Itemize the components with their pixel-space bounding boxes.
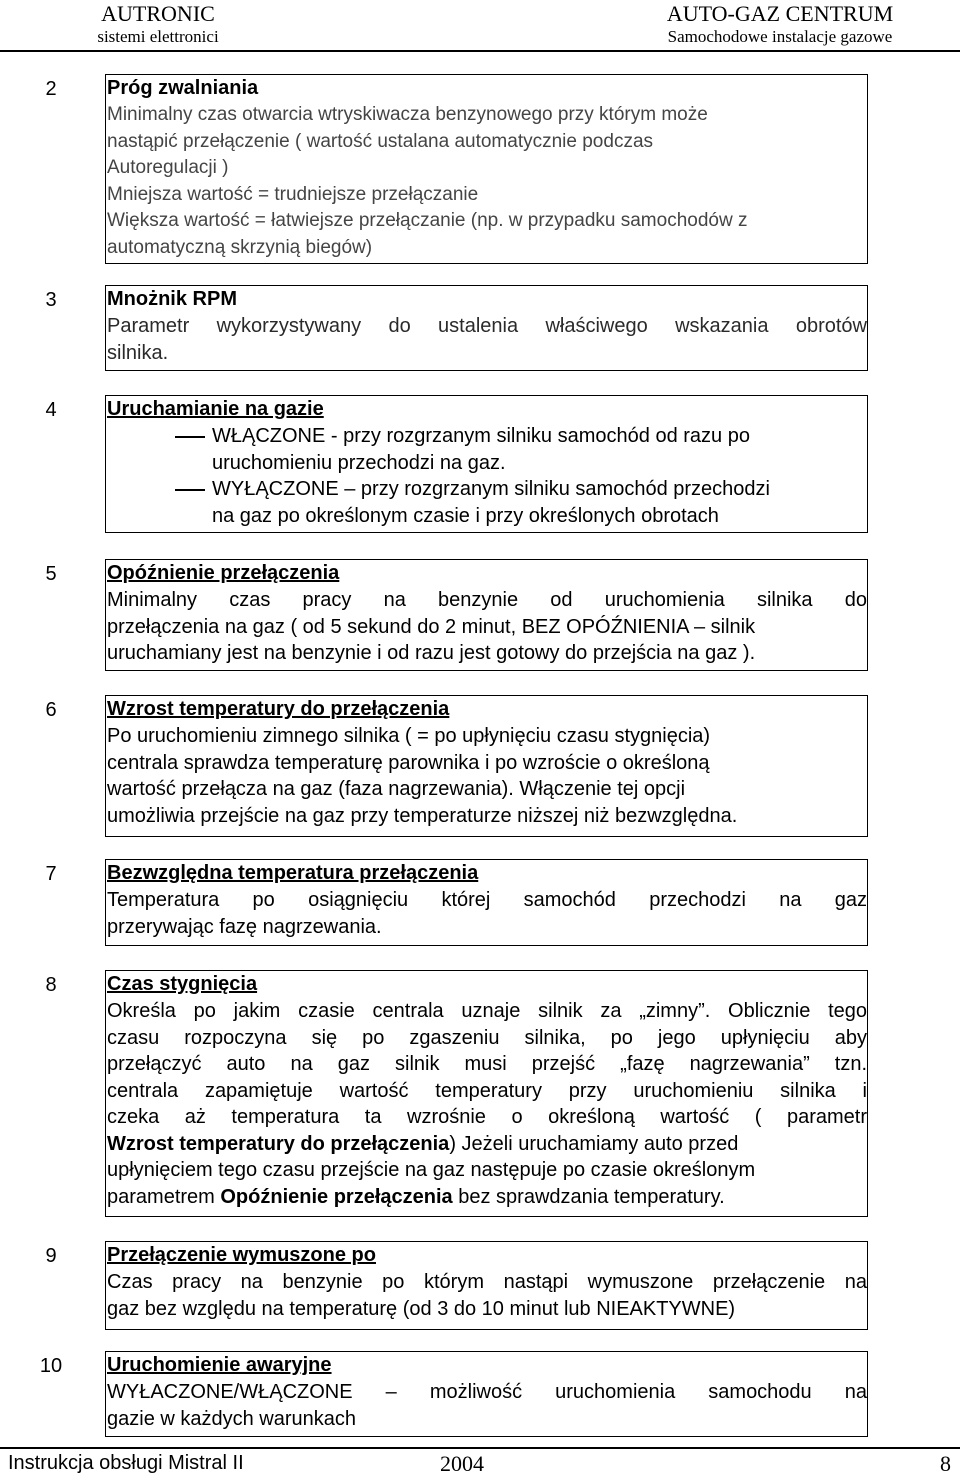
- item-line: WYŁĄCZONE – przy rozgrzanym silniku samochód przechodzi: [107, 476, 867, 503]
- item-line: przełączenia na gaz ( od 5 sekund do 2 minut, BEZ OPÓŹNIENIA – silnik: [107, 615, 756, 638]
- item-line: automatyczną skrzynią biegów): [107, 236, 373, 258]
- footer-document-title: Instrukcja obsługi Mistral II: [8, 1452, 244, 1474]
- item-line: przerywając fazę nagrzewania.: [107, 915, 382, 938]
- item-line: uruchomieniu przechodzi na gaz.: [212, 451, 506, 474]
- footer-year: 2004: [440, 1451, 484, 1476]
- item-line: wartość przełącza na gaz (faza nagrzewania). Włączenie tej opcji: [107, 778, 686, 800]
- item-title: Czas stygnięcia: [107, 973, 258, 995]
- item-box: [105, 74, 868, 264]
- item-line: WŁĄCZONE - przy rozgrzanym silniku samochód od razu po: [107, 423, 867, 450]
- item-line: upłynięciem tego czasu przejście na gaz następuje po czasie określonym: [107, 1159, 756, 1181]
- item-box: [105, 859, 868, 946]
- item-line: czasu rozpoczyna się po zgaszeniu silnika, po jego upłynięciu aby: [107, 1026, 867, 1049]
- item-line: Minimalny czas pracy na benzynie od uruchomienia silnika do: [107, 589, 867, 611]
- item-title: Mnożnik RPM: [107, 288, 237, 310]
- item-box: [105, 285, 868, 371]
- page-number: 8: [940, 1451, 951, 1476]
- item-number: 6: [45, 699, 57, 721]
- item-line: Określa po jakim czasie centrala uznaje silnik za „zimny”. Oblicznie tego: [107, 1000, 867, 1022]
- item-number: 2: [45, 78, 57, 100]
- item-box: [105, 1351, 868, 1437]
- item-box: [105, 695, 868, 837]
- item-line: Autoregulacji ): [107, 157, 229, 178]
- item-line: uruchamiany jest na benzynie i od razu jest gotowy do przejścia na gaz ).: [107, 642, 756, 664]
- item-line: gaz bez względu na temperaturę (od 3 do 10 minut lub NIEAKTYWNE): [107, 1297, 736, 1320]
- item-line: na gaz po określonym czasie i przy określonych obrotach: [212, 504, 719, 527]
- item-box: [105, 1241, 868, 1330]
- page-footer: [0, 1447, 960, 1476]
- page-header: [0, 0, 960, 52]
- item-line: parametrem Opóźnienie przełączenia bez sprawdzania temperatury.: [107, 1185, 725, 1208]
- company-subtitle-left: sistemi elettronici: [97, 27, 219, 46]
- item-box: [105, 395, 868, 533]
- item-line: przełączyć auto na gaz silnik musi przejść „fazę nagrzewania” tzn.: [107, 1053, 867, 1075]
- item-number: 3: [45, 289, 57, 311]
- item-number: 5: [45, 563, 57, 585]
- item-line: czeka aż temperatura ta wzrośnie o określoną wartość ( parametr: [107, 1106, 867, 1128]
- item-line: Czas pracy na benzynie po którym nastąpi wymuszone przełączenie na: [107, 1271, 867, 1293]
- item-title: Próg zwalniania: [107, 77, 259, 99]
- company-name-right: AUTO-GAZ CENTRUM: [666, 1, 894, 26]
- item-line: umożliwia przejście na gaz przy temperaturze niższej niż bezwzględna.: [107, 804, 738, 827]
- item-number: 10: [39, 1355, 63, 1377]
- item-box: [105, 970, 868, 1217]
- item-line: centrala sprawdza temperaturę parownika i po wzroście o określoną: [107, 751, 710, 774]
- item-title: Przełączenie wymuszone po: [107, 1244, 376, 1266]
- dash-bullet: [175, 489, 205, 491]
- bold-reference: Wzrost temperatury do przełączenia: [107, 1132, 450, 1155]
- item-title: Wzrost temperatury do przełączenia: [107, 698, 450, 720]
- dash-bullet: [175, 436, 205, 438]
- item-line: silnika.: [107, 341, 169, 364]
- header-left: [78, 2, 238, 48]
- item-line: Minimalny czas otwarcia wtryskiwacza benzynowego przy którym może: [107, 104, 708, 125]
- item-box: [105, 559, 868, 671]
- item-line: WYŁACZONE/WŁĄCZONE – możliwość uruchomienia samochodu na: [107, 1381, 867, 1403]
- item-line: Temperatura po osiągnięciu której samochód przechodzi na gaz: [107, 889, 867, 911]
- item-line: Po uruchomieniu zimnego silnika ( = po upłynięciu czasu stygnięcia): [107, 725, 711, 747]
- item-line: nastąpić przełączenie ( wartość ustalana automatycznie podczas: [107, 130, 654, 152]
- bold-reference: Opóźnienie przełączenia: [220, 1185, 453, 1208]
- item-title: Uruchamianie na gazie: [107, 398, 324, 420]
- company-name-left: AUTRONIC: [101, 1, 215, 26]
- company-subtitle-right: Samochodowe instalacje gazowe: [667, 27, 893, 46]
- item-title: Uruchomienie awaryjne: [107, 1354, 332, 1376]
- item-line: centrala zapamiętuje wartość temperatury przy uruchomieniu silnika i: [107, 1079, 867, 1102]
- item-line: Mniejsza wartość = trudniejsze przełączanie: [107, 183, 479, 205]
- item-number: 8: [45, 974, 57, 996]
- item-number: 7: [45, 863, 57, 885]
- item-title: Bezwzględna temperatura przełączenia: [107, 862, 479, 884]
- item-line: Większa wartość = łatwiejsze przełączanie (np. w przypadku samochodów z: [107, 210, 748, 231]
- item-line: Wzrost temperatury do przełączenia) Jeżeli uruchamiamy auto przed: [107, 1132, 739, 1155]
- item-line: gazie w każdych warunkach: [107, 1407, 357, 1430]
- item-line: Parametr wykorzystywany do ustalenia właściwego wskazania obrotów: [107, 315, 867, 337]
- header-right: [640, 2, 920, 48]
- item-title: Opóźnienie przełączenia: [107, 562, 340, 584]
- item-number: 4: [45, 399, 57, 421]
- item-number: 9: [45, 1245, 57, 1267]
